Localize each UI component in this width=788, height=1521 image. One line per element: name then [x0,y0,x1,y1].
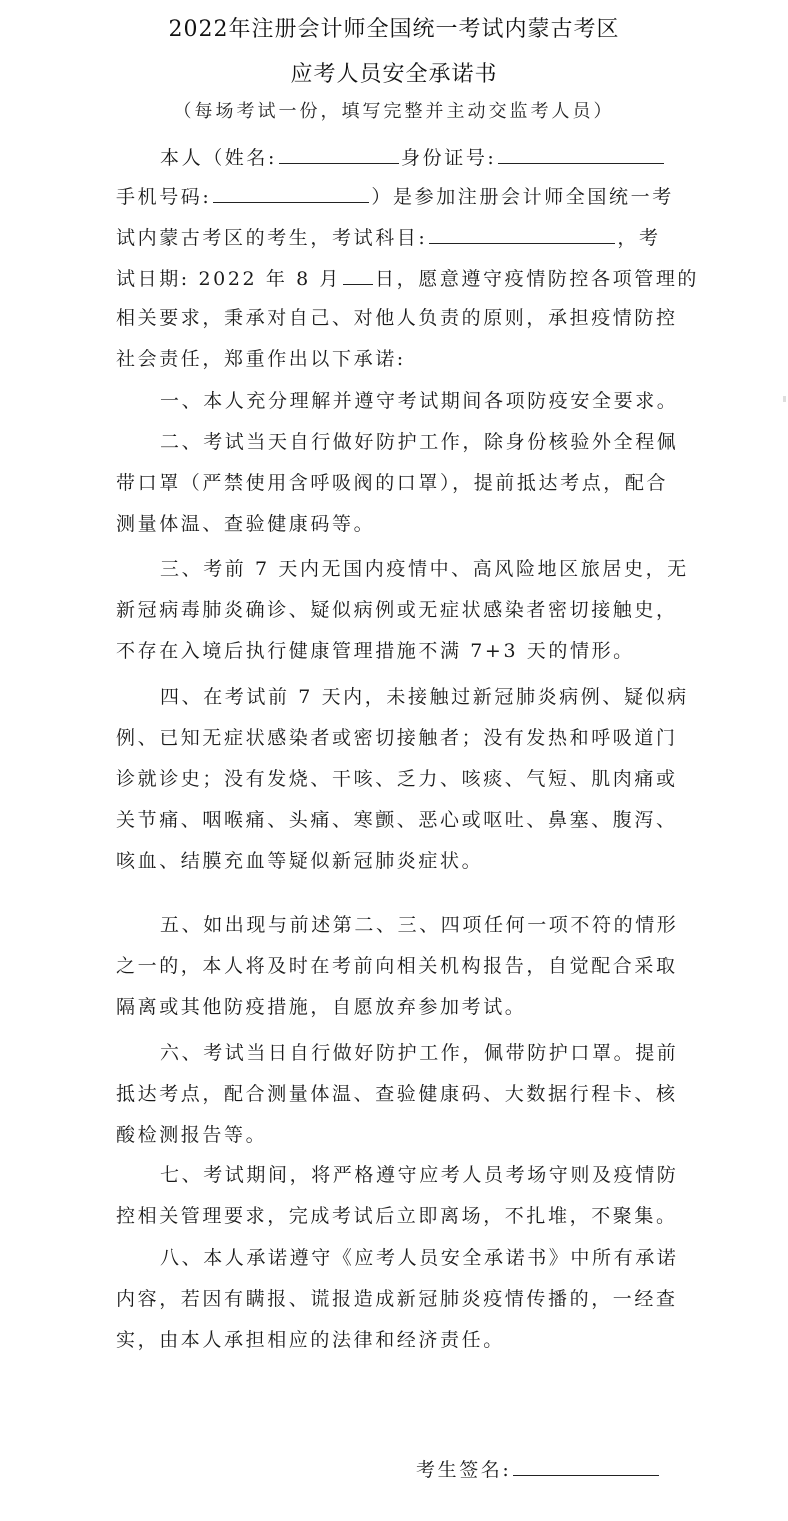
commitment-item-6-line: 酸检测报告等。 [116,1124,268,1146]
commitment-item-2-line: 带口罩（严禁使用含呼吸阀的口罩），提前抵达考点，配合 [116,472,669,494]
exam-day-field[interactable] [343,264,373,285]
name-label: 本人（姓名: [160,147,278,169]
commitment-item-8-line: 实，由本人承担相应的法律和经济责任。 [116,1329,505,1351]
commitment-item-4-line: 关节痛、咽喉痛、头痛、寒颤、恶心或呕吐、鼻塞、腹泻、 [116,809,678,831]
signature-field[interactable] [513,1455,659,1476]
commitment-item-4-line: 咳血、结膜充血等疑似新冠肺炎症状。 [116,850,484,872]
commitment-item-8: 八、本人承诺遵守《应考人员安全承诺书》中所有承诺 [160,1247,679,1269]
id-number-label: 身份证号: [401,147,497,169]
intro-line-2 [116,182,672,208]
document-subtitle-title: 应考人员安全承诺书 [290,62,498,87]
commitment-item-8-line: 内容，若因有瞒报、谎报造成新冠肺炎疫情传播的，一经查 [116,1288,678,1310]
commitment-item-4-line: 诊就诊史；没有发烧、干咳、乏力、咳痰、气短、肌肉痛或 [116,768,678,790]
commitment-item-3-line: 不存在入境后执行健康管理措施不满 7+3 天的情形。 [116,640,635,662]
intro-line-3 [116,223,672,249]
commitment-item-1: 一、本人充分理解并遵守考试期间各项防疫安全要求。 [160,390,679,412]
phone-label: 手机号码: [116,186,212,208]
commitment-item-7-line: 控相关管理要求，完成考试后立即离场，不扎堆，不聚集。 [116,1205,678,1227]
intro-text: 日，愿意遵守疫情防控各项管理的 [375,268,700,290]
exam-date-label: 试日期: 2022 年 8 月 [116,268,342,290]
scan-artifact [783,396,786,402]
commitment-item-5: 五、如出现与前述第二、三、四项任何一项不符的情形 [160,914,679,936]
phone-field[interactable] [213,182,369,203]
commitment-item-2-line: 测量体温、查验健康码等。 [116,513,376,535]
intro-line-1 [160,143,672,169]
intro-line-6: 社会责任，郑重作出以下承诺: [116,348,406,370]
commitment-item-7: 七、考试期间，将严格遵守应考人员考场守则及疫情防 [160,1164,679,1186]
intro-line-5: 相关要求，秉承对自己、对他人负责的原则，承担疫情防控 [116,307,678,329]
signature-label: 考生签名: [416,1459,512,1481]
name-field[interactable] [279,143,399,164]
commitment-item-3-line: 新冠病毒肺炎确诊、疑似病例或无症状感染者密切接触史， [116,599,678,621]
document-title: 2022年注册会计师全国统一考试内蒙古考区 [168,17,620,42]
subject-label: 试内蒙古考区的考生，考试科目: [116,227,428,249]
intro-line-4 [116,264,700,290]
commitment-item-6: 六、考试当日自行做好防护工作，佩带防护口罩。提前 [160,1042,679,1064]
subject-field[interactable] [429,223,615,244]
commitment-item-4: 四、在考试前 7 天内，未接触过新冠肺炎病例、疑似病 [160,686,689,708]
commitment-item-5-line: 隔离或其他防疫措施，自愿放弃参加考试。 [116,996,527,1018]
commitment-item-4-line: 例、已知无症状感染者或密切接触者；没有发热和呼吸道门 [116,727,678,749]
commitment-item-5-line: 之一的，本人将及时在考前向相关机构报告，自觉配合采取 [116,955,678,977]
intro-text: ，考 [617,227,661,249]
commitment-item-3: 三、考前 7 天内无国内疫情中、高风险地区旅居史，无 [160,558,689,580]
signature-row [416,1455,661,1482]
id-number-field[interactable] [498,143,664,164]
commitment-item-6-line: 抵达考点，配合测量体温、查验健康码、大数据行程卡、核 [116,1083,678,1105]
intro-text: ）是参加注册会计师全国统一考 [371,186,674,208]
commitment-item-2: 二、考试当天自行做好防护工作，除身份核验外全程佩 [160,431,679,453]
instruction-note: （每场考试一份，填写完整并主动交监考人员） [173,101,615,122]
